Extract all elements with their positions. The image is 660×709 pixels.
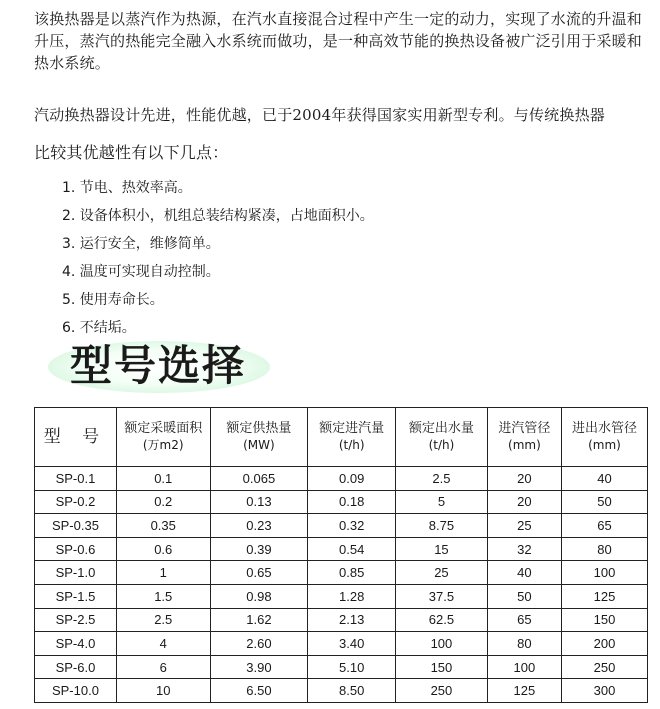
header-water-output: 额定出水量 (t/h) (396, 408, 488, 467)
value-cell: 4 (116, 632, 210, 656)
value-cell: 50 (487, 584, 561, 608)
value-cell: 3.90 (210, 655, 308, 679)
value-cell: 0.18 (308, 490, 396, 514)
value-cell: 0.35 (116, 514, 210, 538)
value-cell: 5 (396, 490, 488, 514)
list-item: 5. 使用寿命长。 (62, 292, 164, 308)
value-cell: 0.54 (308, 537, 396, 561)
table-row (35, 679, 648, 703)
value-cell: 100 (561, 561, 647, 585)
header-steam-intake: 额定进汽量 (t/h) (308, 408, 396, 467)
section-title-badge (48, 337, 270, 395)
value-cell: 25 (487, 514, 561, 538)
table-header-row (35, 408, 648, 467)
value-cell: 40 (561, 467, 647, 491)
list-item: 6. 不结垢。 (62, 320, 136, 336)
value-cell: 250 (396, 679, 488, 703)
value-cell: 2.5 (116, 608, 210, 632)
table-row (35, 584, 648, 608)
value-cell: 2.13 (308, 608, 396, 632)
value-cell: 6.50 (210, 679, 308, 703)
value-cell: 10 (116, 679, 210, 703)
intro-paragraph-2: 汽动换热器设计先进，性能优越，已于2004年获得国家实用新型专利。与传统换热器 (34, 106, 605, 124)
value-cell: 25 (396, 561, 488, 585)
table-row (35, 467, 648, 491)
section-title: 型号选择 (70, 341, 247, 390)
header-heat-supply: 额定供热量 (MW) (210, 408, 308, 467)
value-cell: 0.065 (210, 467, 308, 491)
list-item: 1. 节电、热效率高。 (62, 180, 192, 196)
table-row (35, 514, 648, 538)
value-cell: 0.1 (116, 467, 210, 491)
value-cell: 100 (396, 632, 488, 656)
value-cell: 125 (561, 584, 647, 608)
table-row (35, 561, 648, 585)
advantages-list (62, 174, 374, 342)
value-cell: 0.09 (308, 467, 396, 491)
value-cell: 3.40 (308, 632, 396, 656)
value-cell: 50 (561, 490, 647, 514)
value-cell: 0.39 (210, 537, 308, 561)
value-cell: 5.10 (308, 655, 396, 679)
intro-paragraph-2-continued: 比较其优越性有以下几点： (34, 143, 229, 162)
model-cell: SP-0.2 (35, 490, 117, 514)
table-row (35, 655, 648, 679)
value-cell: 100 (487, 655, 561, 679)
model-cell: SP-0.1 (35, 467, 117, 491)
value-cell: 65 (487, 608, 561, 632)
value-cell: 80 (487, 632, 561, 656)
value-cell: 300 (561, 679, 647, 703)
value-cell: 0.13 (210, 490, 308, 514)
model-cell: SP-4.0 (35, 632, 117, 656)
model-cell: SP-0.6 (35, 537, 117, 561)
value-cell: 150 (396, 655, 488, 679)
value-cell: 20 (487, 490, 561, 514)
value-cell: 0.2 (116, 490, 210, 514)
value-cell: 8.50 (308, 679, 396, 703)
model-cell: SP-1.0 (35, 561, 117, 585)
value-cell: 8.75 (396, 514, 488, 538)
value-cell: 1.28 (308, 584, 396, 608)
model-cell: SP-10.0 (35, 679, 117, 703)
model-cell: SP-6.0 (35, 655, 117, 679)
value-cell: 6 (116, 655, 210, 679)
value-cell: 1.5 (116, 584, 210, 608)
table-row (35, 490, 648, 514)
value-cell: 200 (561, 632, 647, 656)
model-cell: SP-1.5 (35, 584, 117, 608)
header-model: 型 号 (35, 408, 117, 467)
value-cell: 62.5 (396, 608, 488, 632)
value-cell: 15 (396, 537, 488, 561)
value-cell: 1 (116, 561, 210, 585)
value-cell: 80 (561, 537, 647, 561)
value-cell: 125 (487, 679, 561, 703)
list-item: 2. 设备体积小，机组总装结构紧凑，占地面积小。 (62, 208, 374, 224)
value-cell: 2.5 (396, 467, 488, 491)
table-row (35, 608, 648, 632)
value-cell: 0.65 (210, 561, 308, 585)
value-cell: 2.60 (210, 632, 308, 656)
value-cell: 40 (487, 561, 561, 585)
value-cell: 250 (561, 655, 647, 679)
value-cell: 37.5 (396, 584, 488, 608)
value-cell: 0.98 (210, 584, 308, 608)
value-cell: 65 (561, 514, 647, 538)
value-cell: 0.23 (210, 514, 308, 538)
model-cell: SP-2.5 (35, 608, 117, 632)
header-steam-pipe: 进汽管径 (mm) (487, 408, 561, 467)
value-cell: 0.6 (116, 537, 210, 561)
table-row (35, 537, 648, 561)
value-cell: 20 (487, 467, 561, 491)
table-row (35, 632, 648, 656)
table-body (35, 467, 648, 703)
value-cell: 1.62 (210, 608, 308, 632)
model-spec-table (34, 407, 648, 703)
model-cell: SP-0.35 (35, 514, 117, 538)
value-cell: 0.32 (308, 514, 396, 538)
value-cell: 0.85 (308, 561, 396, 585)
value-cell: 32 (487, 537, 561, 561)
value-cell: 150 (561, 608, 647, 632)
header-heating-area: 额定采暖面积 (万m2) (116, 408, 210, 467)
list-item: 3. 运行安全，维修简单。 (62, 236, 220, 252)
header-water-pipe: 进出水管径 (mm) (561, 408, 647, 467)
list-item: 4. 温度可实现自动控制。 (62, 264, 220, 280)
intro-paragraph-1: 该换热器是以蒸汽作为热源，在汽水直接混合过程中产生一定的动力，实现了水流的升温和升压，蒸汽的热能完全融入水系统而做功，是一种高效节能的换热设备被广泛引用于采暖和热水系统。 (34, 10, 643, 72)
